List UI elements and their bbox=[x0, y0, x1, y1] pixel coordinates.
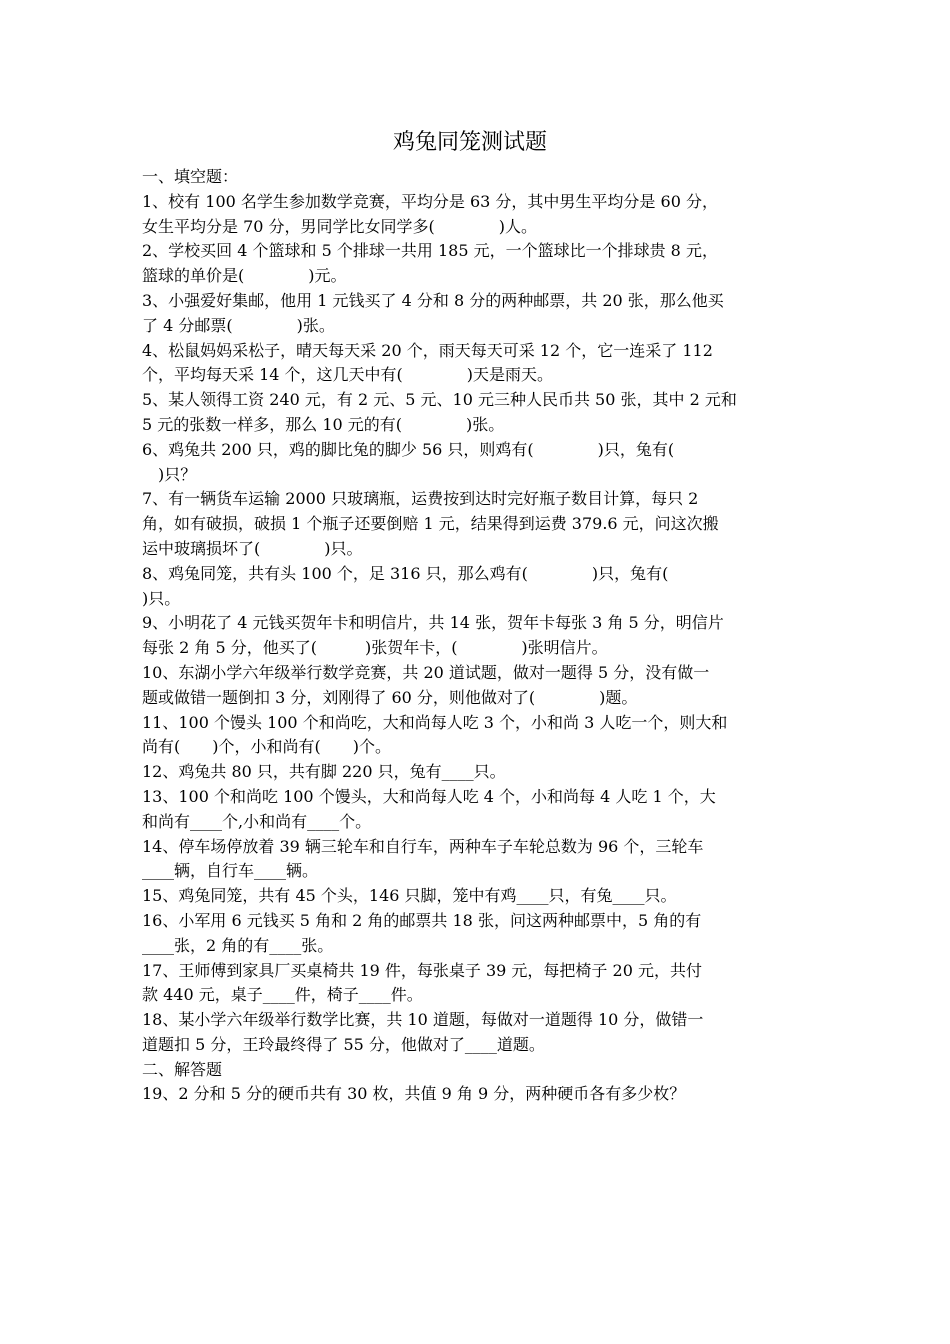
question-9-line-1: 9、小明花了 4 元钱买贺年卡和明信片，共 14 张，贺年卡每张 3 角 5 分，明信片 bbox=[142, 613, 724, 633]
question-19-line-1: 19、2 分和 5 分的硬币共有 30 枚，共值 9 角 9 分，两种硬币各有多少枚？ bbox=[142, 1084, 686, 1104]
question-3-line-1: 3、小强爱好集邮，他用 1 元钱买了 4 分和 8 分的两种邮票，共 20 张，那么他买 bbox=[142, 290, 724, 310]
question-11-line-2: 尚有( )个，小和尚有( )个。 bbox=[142, 737, 391, 757]
question-4-line-2: 个，平均每天采 14 个，这几天中有( )天是雨天。 bbox=[142, 365, 554, 385]
question-17-line-2: 款 440 元，桌子____件，椅子____件。 bbox=[142, 985, 423, 1005]
question-17-line-1: 17、王师傅到家具厂买桌椅共 19 件，每张桌子 39 元，每把椅子 20 元，共付 bbox=[142, 960, 702, 980]
question-7-line-2: 角，如有破损，破损 1 个瓶子还要倒赔 1 元，结果得到运费 379.6 元，问这次搬 bbox=[142, 514, 719, 534]
question-16-line-2: ____张，2 角的有____张。 bbox=[142, 935, 334, 955]
section-heading-fill-in: 一、填空题： bbox=[142, 167, 239, 186]
question-13-line-1: 13、100 个和尚吃 100 个馒头，大和尚每人吃 4 个，小和尚每 4 人吃 1 个，大 bbox=[142, 786, 716, 806]
question-8-line-2: )只。 bbox=[142, 588, 181, 608]
question-2-line-1: 2、学校买回 4 个篮球和 5 个排球一共用 185 元，一个篮球比一个排球贵 8 元， bbox=[142, 241, 718, 261]
question-2-line-2: 篮球的单价是( )元。 bbox=[142, 266, 347, 286]
question-13-line-2: 和尚有____个,小和尚有____个。 bbox=[142, 811, 372, 831]
question-9-line-2: 每张 2 角 5 分，他买了( )张贺年卡，( )张明信片。 bbox=[142, 638, 608, 658]
question-7-line-3: 运中玻璃损坏了( )只。 bbox=[142, 538, 363, 558]
question-14-line-2: ____辆，自行车____辆。 bbox=[142, 861, 319, 881]
question-4-line-1: 4、松鼠妈妈采松子，晴天每天采 20 个，雨天每天可采 12 个，它一连采了 112 bbox=[142, 340, 713, 360]
section-heading-answer: 二、解答题 bbox=[142, 1059, 223, 1079]
question-1-line-2: 女生平均分是 70 分，男同学比女同学多( )人。 bbox=[142, 216, 538, 236]
question-6-line-2: )只？ bbox=[142, 464, 197, 484]
question-8-line-1: 8、鸡兔同笼，共有头 100 个，足 316 只，那么鸡有( )只，兔有( bbox=[142, 563, 669, 583]
question-7-line-1: 7、有一辆货车运输 2000 只玻璃瓶，运费按到达时完好瓶子数目计算，每只 2 bbox=[142, 489, 699, 509]
question-18-line-1: 18、某小学六年级举行数学比赛，共 10 道题，每做对一道题得 10 分，做错一 bbox=[142, 1010, 704, 1030]
question-16-line-1: 16、小军用 6 元钱买 5 角和 2 角的邮票共 18 张，问这两种邮票中，5 角的有 bbox=[142, 910, 702, 930]
question-6-line-1: 6、鸡兔共 200 只，鸡的脚比兔的脚少 56 只，则鸡有( )只，兔有( bbox=[142, 439, 675, 459]
question-5-line-2: 5 元的张数一样多，那么 10 元的有( )张。 bbox=[142, 414, 505, 434]
question-10-line-2: 题或做错一题倒扣 3 分，刘刚得了 60 分，则他做对了( )题。 bbox=[142, 687, 638, 707]
question-1-line-1: 1、校有 100 名学生参加数学竞赛，平均分是 63 分，其中男生平均分是 60 分， bbox=[142, 191, 718, 211]
question-11-line-1: 11、100 个馒头 100 个和尚吃，大和尚每人吃 3 个，小和尚 3 人吃一个，则大和 bbox=[142, 712, 728, 732]
question-12-line-1: 12、鸡兔共 80 只，共有脚 220 只，兔有____只。 bbox=[142, 762, 506, 782]
document-body bbox=[142, 165, 812, 1107]
question-10-line-1: 10、东湖小学六年级举行数学竞赛，共 20 道试题，做对一题得 5 分，没有做一 bbox=[142, 662, 710, 682]
question-3-line-2: 了 4 分邮票( )张。 bbox=[142, 315, 335, 335]
question-14-line-1: 14、停车场停放着 39 辆三轮车和自行车，两种车子车轮总数为 96 个，三轮车 bbox=[142, 836, 704, 856]
question-18-line-2: 道题扣 5 分，王玲最终得了 55 分，他做对了____道题。 bbox=[142, 1034, 545, 1054]
document-title: 鸡兔同笼测试题 bbox=[392, 130, 547, 155]
question-15-line-1: 15、鸡兔同笼，共有 45 个头，146 只脚，笼中有鸡____只，有兔____只。 bbox=[142, 886, 677, 906]
question-5-line-1: 5、某人领得工资 240 元，有 2 元、5 元、10 元三种人民币共 50 张，其中 2 元和 bbox=[142, 390, 737, 410]
